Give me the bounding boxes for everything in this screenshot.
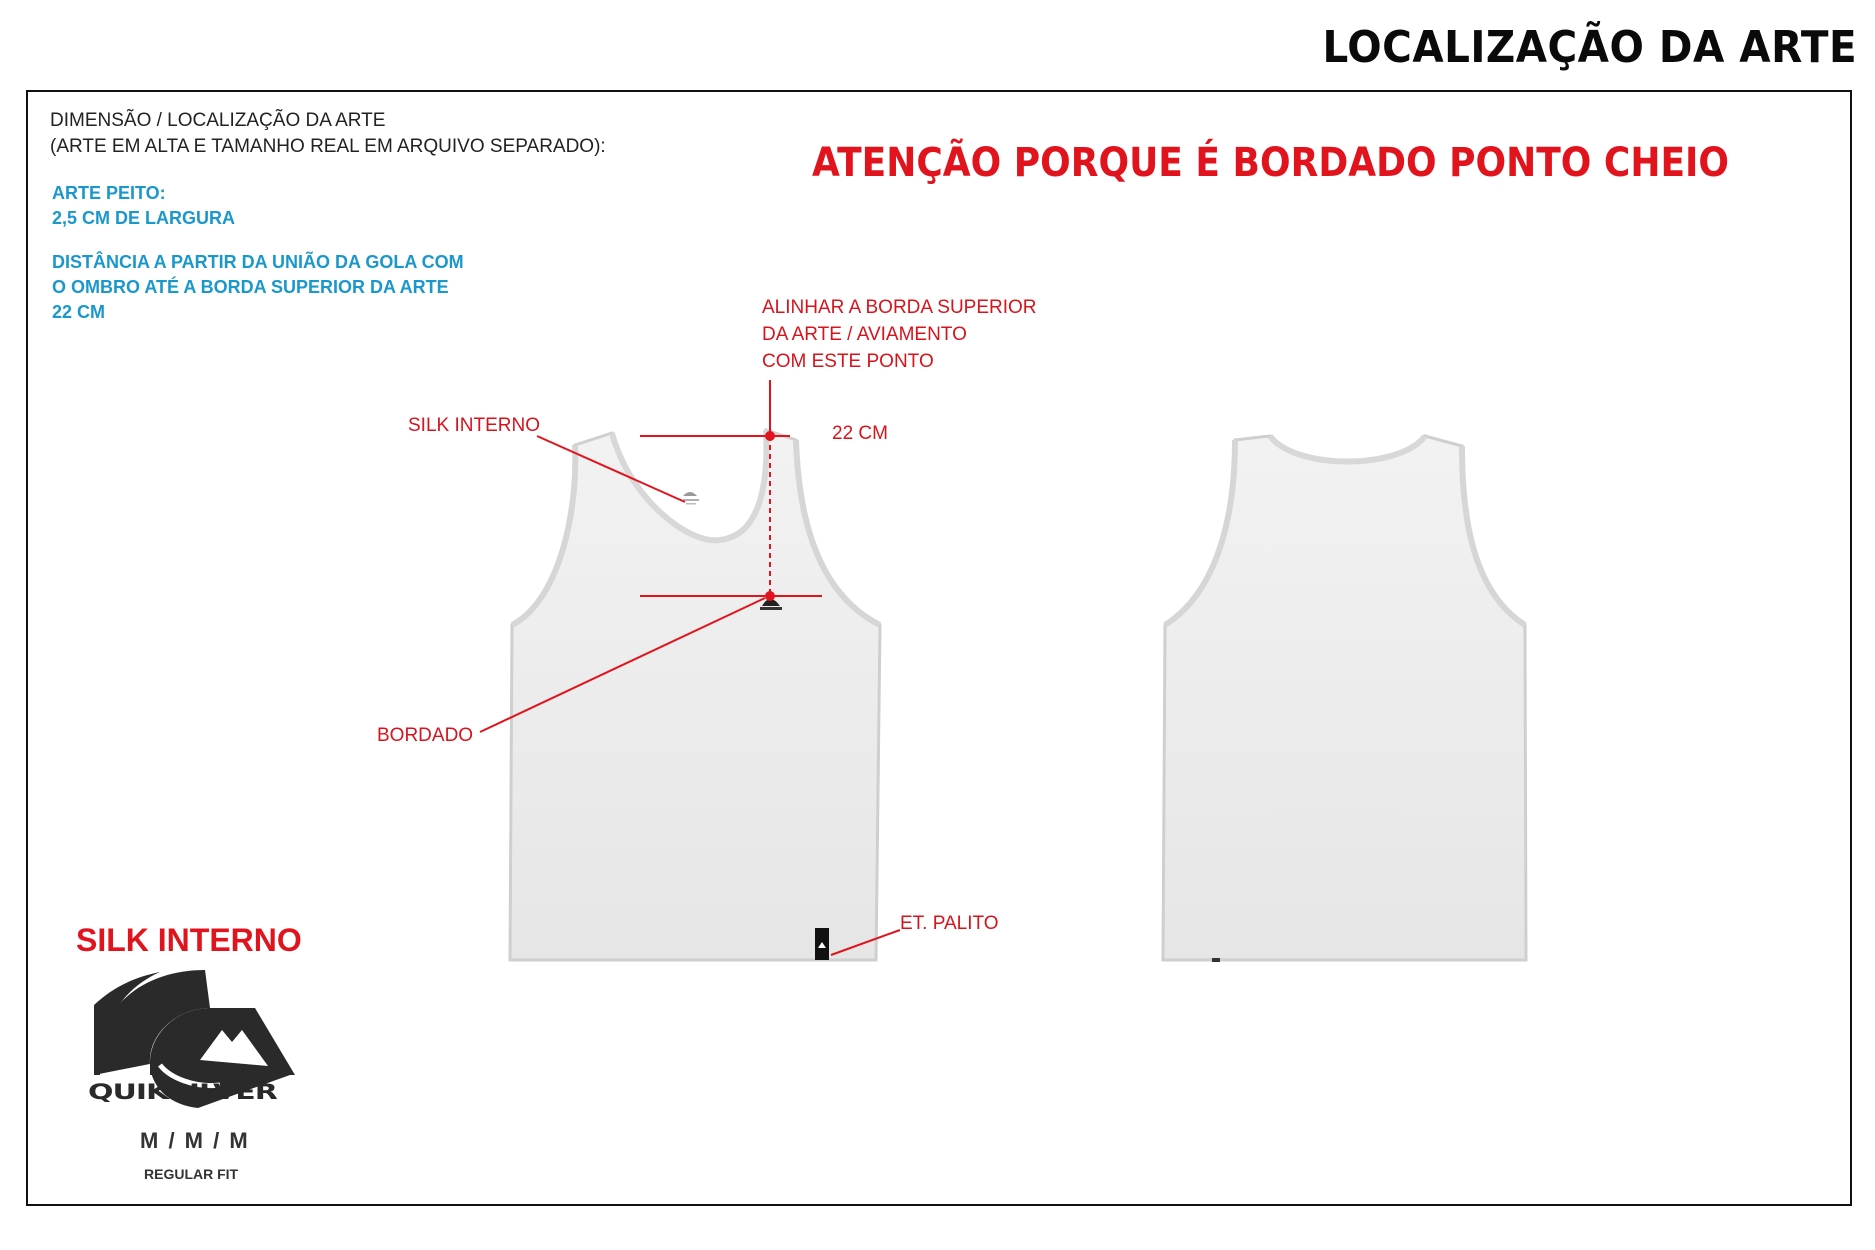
fit-text: REGULAR FIT: [144, 1166, 239, 1182]
distance-value: 22 CM: [52, 302, 106, 322]
distance-line-2: O OMBRO ATÉ A BORDA SUPERIOR DA ARTE: [52, 277, 449, 297]
align-note-line-1: ALINHAR A BORDA SUPERIOR: [762, 297, 1037, 318]
front-tank-top: [510, 430, 880, 960]
distance-line-1: DISTÂNCIA A PARTIR DA UNIÃO DA GOLA COM: [52, 252, 464, 272]
dimension-note: (ARTE EM ALTA E TAMANHO REAL EM ARQUIVO SEPARADO):: [50, 136, 606, 157]
align-note-line-2: DA ARTE / AVIAMENTO: [762, 324, 967, 345]
page-title: LOCALIZAÇÃO DA ARTE: [1322, 22, 1857, 73]
embroidery-callout: BORDADO: [377, 725, 474, 746]
silk-callout: SILK INTERNO: [408, 415, 540, 436]
silk-label-title: SILK INTERNO: [76, 922, 302, 958]
measure-label: 22 CM: [832, 423, 888, 444]
size-text: M / M / M: [140, 1128, 250, 1153]
dimension-heading: DIMENSÃO / LOCALIZAÇÃO DA ARTE: [50, 110, 386, 131]
art-top-marker: [765, 591, 775, 601]
inner-silk-print: [683, 492, 699, 505]
chest-art-width: 2,5 CM DE LARGURA: [52, 208, 236, 228]
label-callout: ET. PALITO: [900, 913, 999, 934]
align-note-line-3: COM ESTE PONTO: [762, 351, 934, 372]
back-tank-top: [1163, 436, 1526, 962]
brand-wordmark: QUIKSILVER: [88, 1080, 277, 1105]
embroidery-warning: ATENÇÃO PORQUE É BORDADO PONTO CHEIO: [812, 140, 1730, 186]
chest-art-title: ARTE PEITO:: [52, 183, 166, 203]
shoulder-point-marker: [765, 431, 775, 441]
